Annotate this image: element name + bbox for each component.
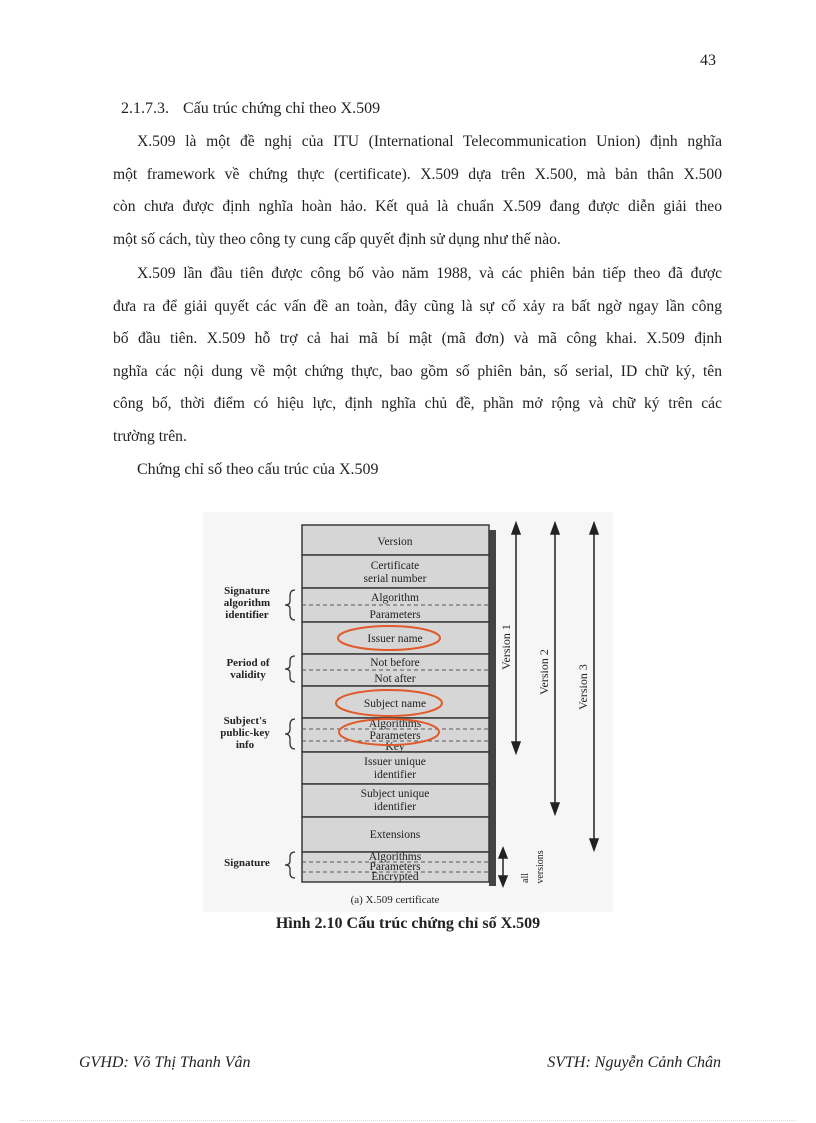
field-serial-2: serial number [363,573,427,585]
page-number: 43 [700,52,716,69]
field-subject-name: Subject name [363,698,427,710]
group-validity-1: Period of [226,657,270,669]
field-pk-parameters: Parameters [369,730,421,742]
field-subject-uid-1: Subject unique [360,788,430,800]
paragraph-line: đưa ra để giải quyết các vấn đề an toàn, đây cũng là sự cố xảy ra bất ngờ ngay lần công [113,297,722,315]
paragraph-line: nghĩa các nội dung về một chứng thực, bao gồm số phiên bản, số serial, ID chữ ký, tên [113,362,722,380]
bottom-divider [20,1120,796,1121]
field-issuer-uid-2: identifier [373,769,417,781]
version-1-label: Version 1 [499,624,513,670]
field-not-before: Not before [370,657,420,669]
paragraph-2 [113,258,722,454]
paragraph-line: công bố, thời điểm có hiệu lực, định nghĩa chủ đề, phần mở rộng và chữ ký trên các [113,395,722,413]
figure-subcaption: (a) X.509 certificate [350,894,440,906]
group-signature: Signature [224,857,270,869]
field-issuer-uid-1: Issuer unique [364,756,426,768]
table-shadow [489,530,496,886]
section-title: Cấu trúc chứng chỉ theo X.509 [183,100,381,117]
paragraph-line: bố đầu tiên. X.509 hỗ trợ cả hai mã bí mật (mã đơn) và mã công khai. X.509 định [113,330,722,348]
field-version: Version [377,536,413,548]
section-number: 2.1.7.3. [121,100,169,117]
group-pubkey-2: public-key [220,727,270,739]
paragraph-line: X.509 lần đầu tiên được công bố vào năm 1988, và các phiên bản tiếp theo đã được [137,265,722,282]
field-extensions: Extensions [369,829,421,841]
all-versions-label-1: all [520,873,531,883]
group-sig-id-1: Signature [224,585,270,597]
field-sig-algorithm: Algorithm [371,592,419,604]
version-2-label: Version 2 [537,649,551,695]
field-sig-parameters: Parameters [369,609,421,621]
footer-supervisor: GVHD: Võ Thị Thanh Vân [79,1054,251,1071]
group-pubkey-3: info [235,739,255,751]
paragraph-line: một số cách, tùy theo công ty cung cấp quyết định sử dụng như thế nào. [113,230,561,248]
field-s-algorithms: Algorithms [368,851,422,863]
group-sig-id-3: identifier [225,609,269,621]
field-serial-1: Certificate [370,560,420,572]
paragraph-line: X.509 là một đề nghị của ITU (International Telecommunication Union) định nghĩa [137,133,722,150]
group-validity-2: validity [230,669,266,681]
section-heading [121,100,380,118]
paragraph-line: trường trên. [113,427,187,445]
field-subject-uid-2: identifier [373,801,417,813]
field-pk-algorithms: Algorithms [368,718,422,730]
field-issuer-name: Issuer name [367,633,423,645]
field-pk-key: Key [385,741,405,753]
field-not-after: Not after [374,673,416,685]
version-3-label: Version 3 [576,664,590,710]
x509-figure [203,512,613,912]
field-s-encrypted: Encrypted [371,871,419,883]
figure-caption: Hình 2.10 Cấu trúc chứng chỉ số X.509 [275,915,541,932]
paragraph-line: một framework về chứng thực (certificate). X.509 dựa trên X.500, mà bản thân X.500 [113,165,722,183]
x509-diagram [203,512,613,912]
field-s-parameters: Parameters [369,861,421,873]
all-versions-label-2: versions [535,850,546,884]
paragraph-1 [113,126,722,256]
footer-student: SVTH: Nguyễn Cảnh Chân [547,1054,721,1071]
group-sig-id-2: algorithm [223,597,271,609]
group-pubkey-1: Subject's [223,715,267,727]
figure-intro: Chứng chỉ số theo cấu trúc của X.509 [137,461,379,478]
paragraph-line: còn chưa được định nghĩa hoàn hảo. Kết quả là chuẩn X.509 đang được diễn giải theo [113,198,722,216]
